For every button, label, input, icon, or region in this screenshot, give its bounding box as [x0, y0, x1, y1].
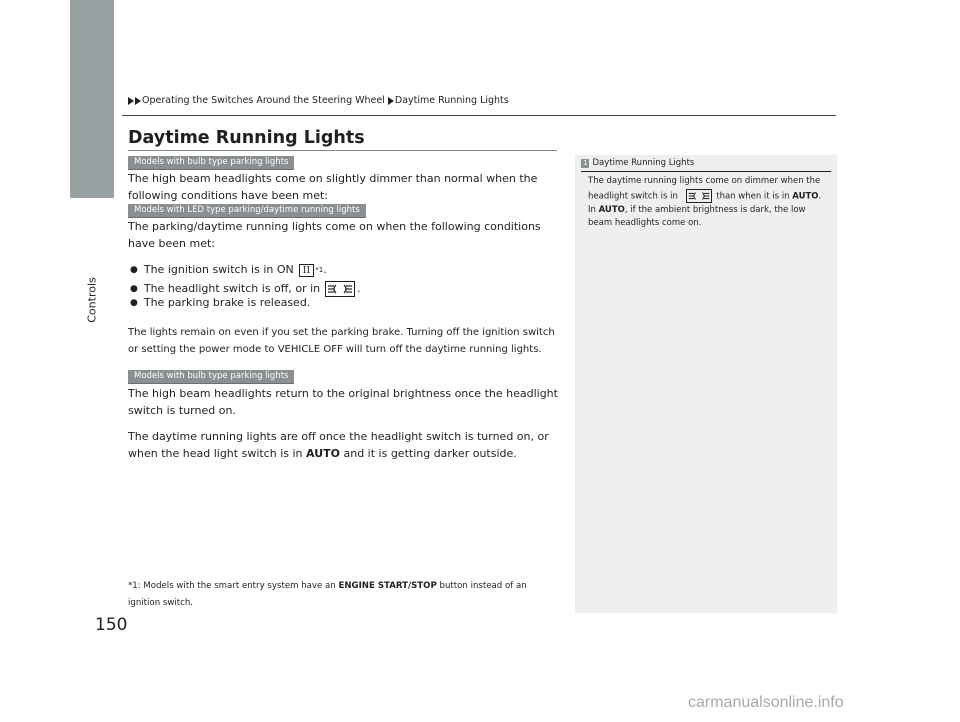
paragraph: The high beam headlights come on slightly dimmer than normal when the following conditions have been met:: [128, 172, 538, 202]
breadcrumb-item[interactable]: Daytime Running Lights: [394, 95, 509, 106]
title-divider: [128, 150, 557, 151]
side-note-box: [575, 155, 837, 613]
list-item: ● The parking brake is released.: [130, 296, 311, 309]
parking-light-icon: [686, 189, 712, 203]
side-tab-label: Controls: [85, 277, 99, 323]
page-title: Daytime Running Lights: [128, 128, 365, 148]
side-note-text: The daytime running lights come on dimmer when the headlight switch is in than when it is in AUTO. In AUTO, if the ambient brightness is dark, the low beam headlights come on.: [588, 176, 822, 228]
paragraph: The lights remain on even if you set the parking brake. Turning off the ignition switch or setting the power mode to VEHICLE OFF will turn off the daytime running lights.: [128, 327, 555, 355]
paragraph: The parking/daytime running lights come on when the following conditions have been met:: [128, 220, 541, 250]
watermark: carmanualsonline.info: [688, 694, 844, 711]
header-divider: [122, 115, 836, 116]
model-tag: Models with bulb type parking lights: [128, 156, 294, 170]
triangle-arrow-icon: [128, 97, 134, 105]
list-item: ● The headlight switch is off, or in .: [130, 282, 361, 295]
side-tab: [70, 0, 114, 198]
parking-light-icon: [325, 281, 355, 297]
side-note-heading: 1 Daytime Running Lights: [583, 158, 695, 168]
triangle-arrow-icon: [135, 97, 141, 105]
side-note-divider: [581, 171, 831, 172]
ignition-key-icon: II: [299, 264, 315, 277]
model-tag: Models with LED type parking/daytime running lights: [128, 204, 366, 218]
breadcrumb: [128, 95, 509, 106]
paragraph: The daytime running lights are off once the headlight switch is turned on, or when the head light switch is in AUTO and it is getting darker outside.: [128, 430, 549, 460]
page-number: 150: [95, 615, 128, 635]
list-item: ● The ignition switch is in ON II *1 .: [130, 263, 327, 276]
model-tag: Models with bulb type parking lights: [128, 370, 294, 384]
breadcrumb-item[interactable]: Operating the Switches Around the Steering Wheel: [142, 95, 385, 106]
paragraph: The high beam headlights return to the original brightness once the headlight switch is turned on.: [128, 387, 558, 417]
footnote: *1: Models with the smart entry system have an ENGINE START/STOP button instead of an ignition switch.: [128, 581, 527, 608]
triangle-arrow-icon: [388, 97, 394, 105]
